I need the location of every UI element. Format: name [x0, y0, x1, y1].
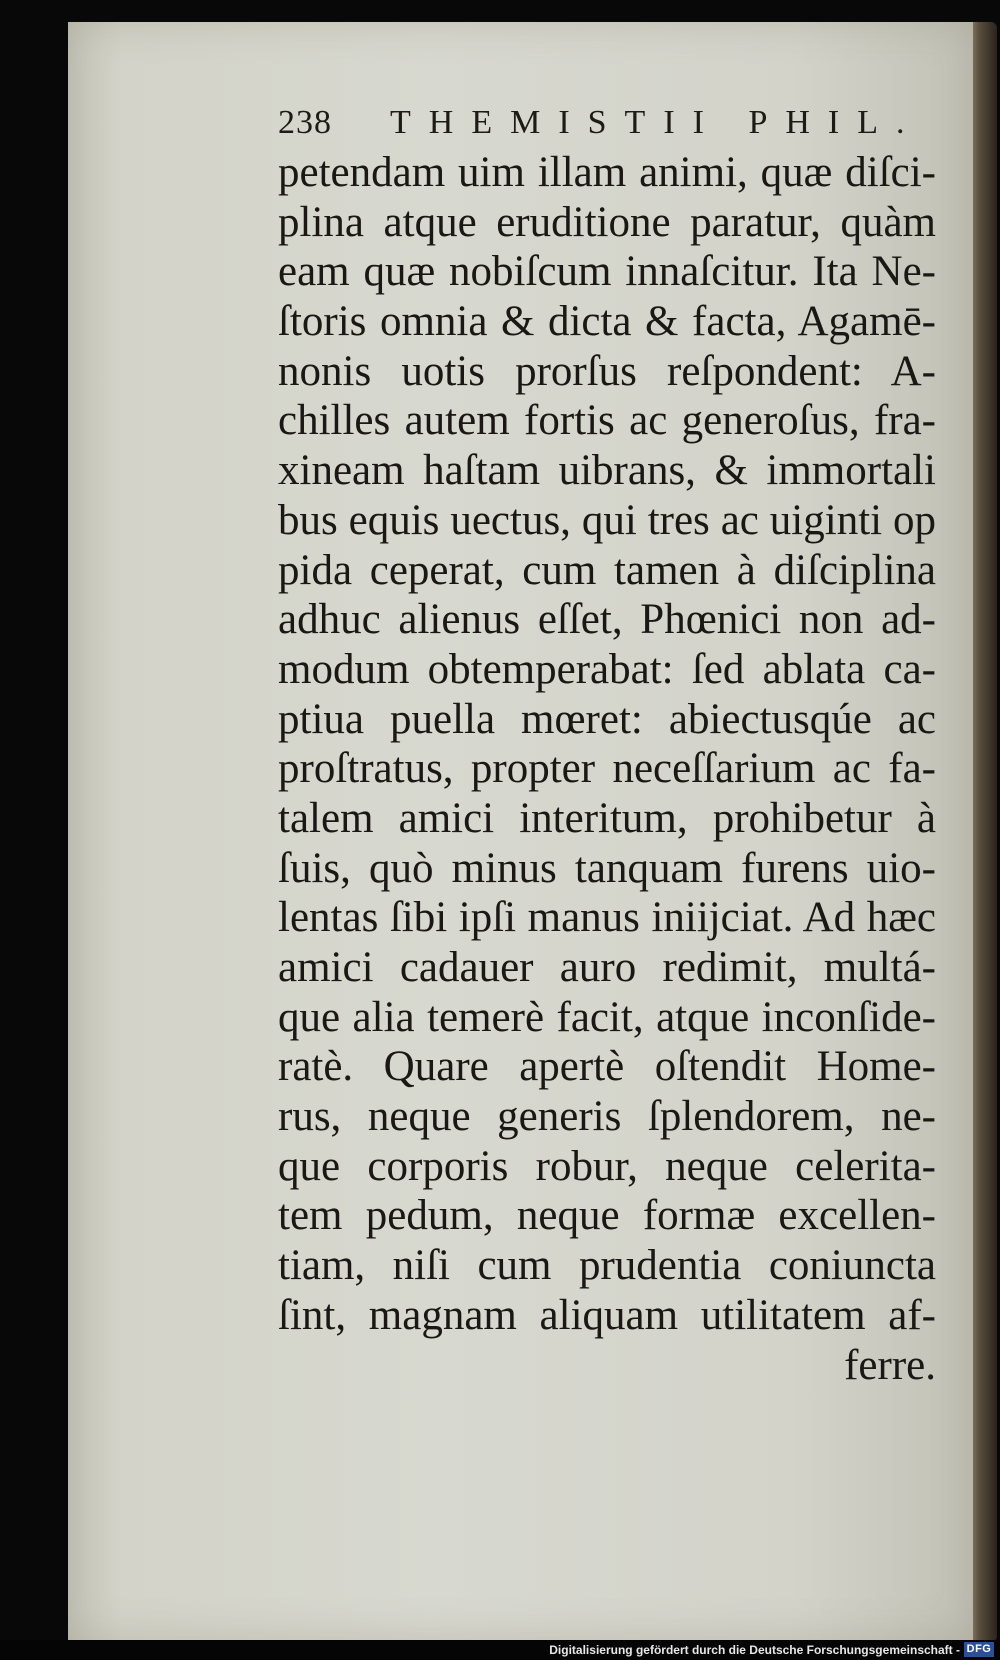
- page-header: [278, 104, 923, 144]
- text-line-19: ratè. Quare apertè oſtendit Home-: [278, 1043, 936, 1091]
- page-number: 238: [278, 104, 332, 141]
- text-line-5: nonis uotis prorſus reſpondent: A-: [278, 347, 936, 395]
- text-line-7: xineam haſtam uibrans, & immortali: [278, 447, 936, 495]
- dfg-logo: DFG: [964, 1642, 994, 1657]
- text-line-4: ſtoris omnia & dicta & facta, Agamē-: [278, 298, 936, 346]
- text-line-13: proſtratus, propter neceſſarium ac fa-: [278, 745, 936, 793]
- text-line-12: ptiua puella mœret: abiectusqúe ac: [278, 695, 936, 743]
- text-line-14: talem amici interitum, prohibetur à: [278, 794, 936, 842]
- text-line-2: plina atque eruditione paratur, quàm: [278, 198, 936, 246]
- text-line-10: adhuc alienus eſſet, Phœnici non ad-: [278, 596, 936, 644]
- text-line-6: chilles autem fortis ac generoſus, fra-: [278, 397, 936, 445]
- text-line-1: petendam uim illam animi, quæ diſci-: [278, 149, 936, 196]
- text-line-8: bus equis uectus, qui tres ac uiginti op: [278, 496, 936, 544]
- text-line-16: lentas ſibi ipſi manus iniĳciat. Ad hæc: [278, 894, 936, 942]
- text-line-9: pida ceperat, cum tamen à diſciplina: [278, 546, 936, 594]
- digitization-credit: Digitalisierung gefördert durch die Deutsche Forschungsgemeinschaft -: [549, 1643, 960, 1657]
- text-line-25: ferre.: [844, 1341, 936, 1389]
- body-text: [278, 148, 936, 1390]
- text-line-22: tem pedum, neque formæ excellen-: [278, 1192, 936, 1240]
- text-line-15: ſuis, quò minus tanquam furens uio-: [278, 844, 936, 892]
- text-line-3: eam quæ nobiſcum innaſcitur. Ita Ne-: [278, 248, 936, 296]
- text-line-21: que corporis robur, neque celerita-: [278, 1142, 936, 1190]
- text-line-17: amici cadauer auro redimit, multá-: [278, 944, 936, 991]
- text-line-11: modum obtemperabat: ſed ablata ca-: [278, 645, 936, 693]
- text-line-23: tiam, niſi cum prudentia coniuncta: [278, 1242, 936, 1290]
- text-line-20: rus, neque generis ſplendorem, ne-: [278, 1093, 936, 1141]
- text-line-18: que alia temerè facit, atque inconſide-: [278, 993, 936, 1041]
- running-title: THEMISTII PHIL.: [390, 104, 923, 141]
- text-line-24: ſint, magnam aliquam utilitatem af-: [278, 1291, 936, 1339]
